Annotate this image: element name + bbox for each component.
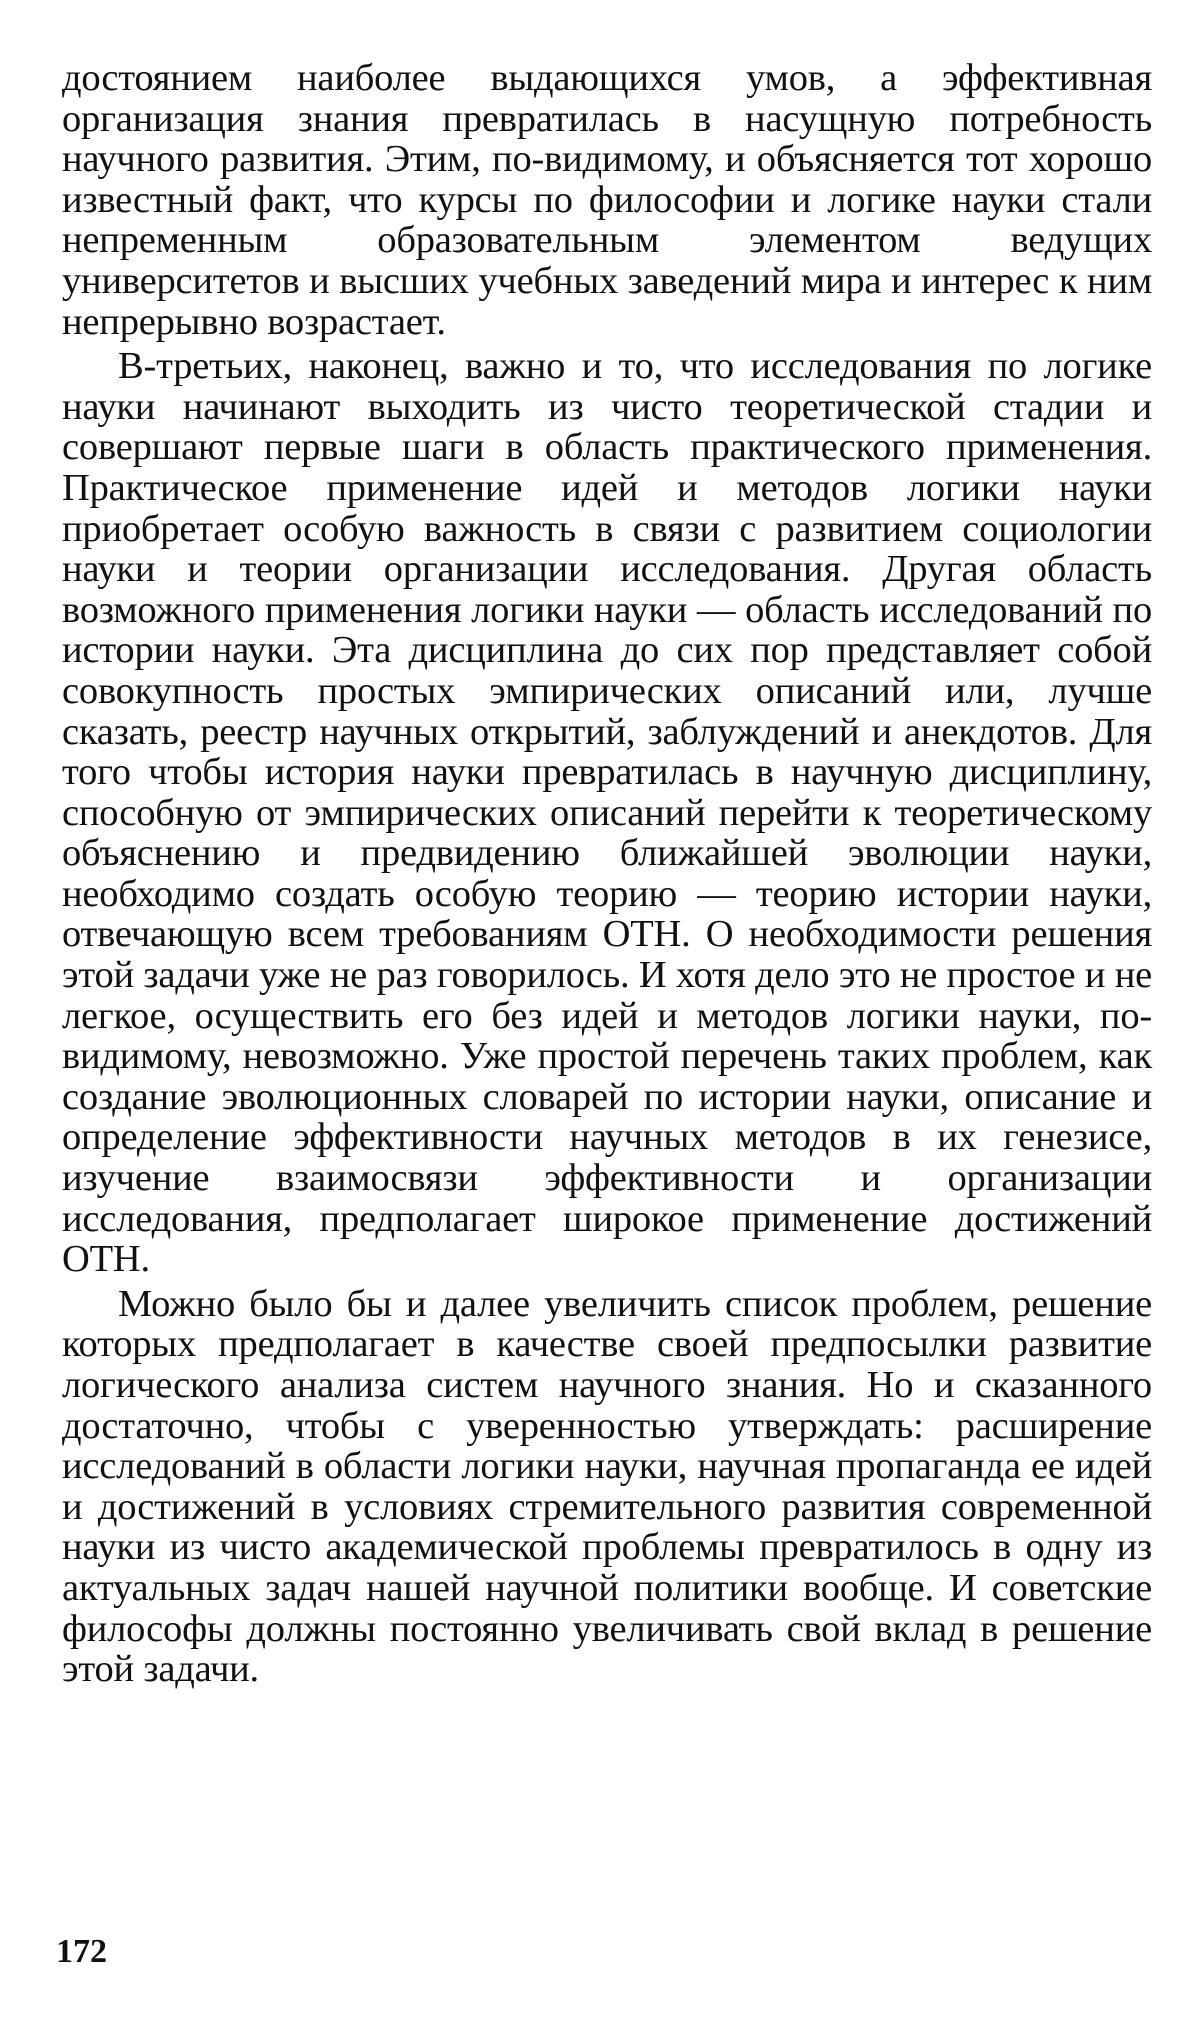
paragraph-thirdly: В-третьих, наконец, важно и то, что исследования по логике науки начинают выходить из чисто теоретической стадии и совершают первые шаги в область практического применения. Практическое применение идей и методов логики науки приобретает особую важность в связи с развитием социологии науки и теории организации исследования. Другая область возможного применения логики науки — область исследований по истории науки. Эта дисциплина до сих пор представляет собой совокупность простых эмпирических описаний или, лучше сказать, реестр научных открытий, заблуждений и анекдотов. Для того чтобы история науки превратилась в научную дисциплину, способную от эмпирических описаний перейти к теоретическому объяснению и предвидению ближайшей эволюции науки, необходимо создать особую теорию — теорию истории науки, отвечающую всем требованиям ОТН. О необходимости решения этой задачи уже не раз говорилось. И хотя дело это не простое и не легкое, осуществить его без идей и методов логики науки, по-видимому, невозможно. Уже простой перечень таких проблем, как создание эволюционных словарей по истории науки, описание и определение эффективности научных методов в их генезисе, изучение взаимосвязи эффективности и организации исследования, предполагает широкое применение достижений ОТН. (62, 345, 1152, 1281)
body-text (62, 58, 1152, 1690)
paragraph-conclusion: Можно было бы и далее увеличить список проблем, решение которых предполагает в качестве своей предпосылки развитие логического анализа систем научного знания. Но и сказанного достаточно, чтобы с уверенностью утверждать: расширение исследований в области логики науки, научная пропаганда ее идей и достижений в условиях стремительного развития современной науки из чисто академической проблемы превратилось в одну из актуальных задач нашей научной политики вообще. И советские философы должны постоянно увеличивать свой вклад в решение этой задачи. (62, 1282, 1152, 1691)
paragraph-continuation: достоянием наиболее выдающихся умов, а эффективная организация знания превратилась в насущную потребность научного развития. Этим, по-видимому, и объясняется тот хорошо известный факт, что курсы по философии и логике науки стали непременным образовательным элементом ведущих университетов и высших учебных заведений мира и интерес к ним непрерывно возрастает. (62, 57, 1152, 343)
page-number: 172 (56, 1933, 107, 1970)
